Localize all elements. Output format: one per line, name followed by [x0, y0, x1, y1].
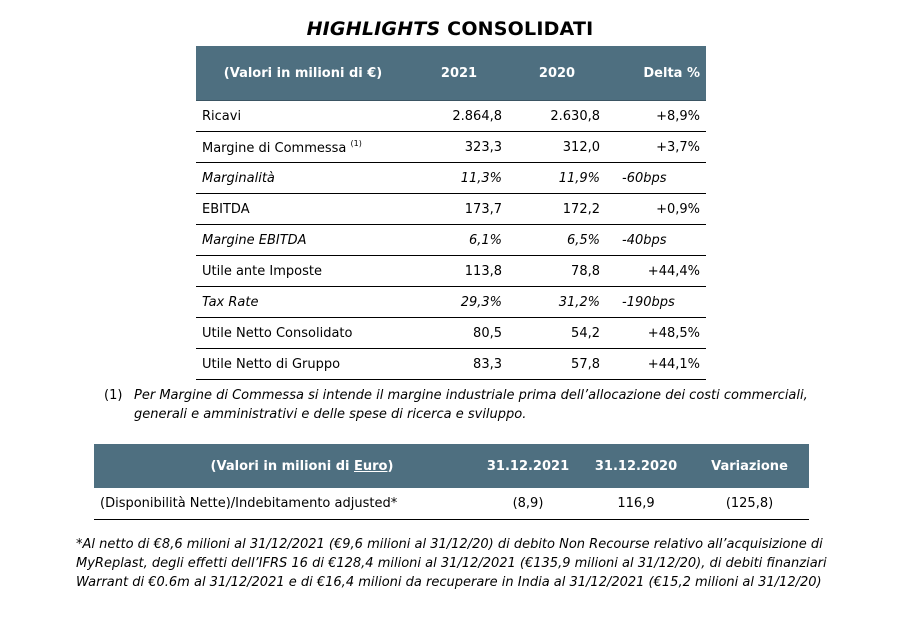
- table-row: [196, 225, 706, 256]
- table-row: [196, 318, 706, 349]
- table-row: [196, 287, 706, 318]
- value-2020: 312,0: [508, 132, 606, 163]
- table-row: [196, 194, 706, 225]
- header-2021: 2021: [410, 46, 508, 101]
- row-label: Tax Rate: [196, 287, 410, 318]
- value-2020: 57,8: [508, 349, 606, 380]
- highlights-header-row: [196, 46, 706, 101]
- value-2021: 173,7: [410, 194, 508, 225]
- footnote-1: [104, 386, 844, 424]
- value-2021: 6,1%: [410, 225, 508, 256]
- header-values-unit: (Valori in milioni di Euro): [94, 444, 474, 488]
- table-row: [196, 349, 706, 380]
- header-delta: Delta %: [606, 46, 706, 101]
- table-row: [196, 256, 706, 287]
- net-debt-header-row: [94, 444, 809, 488]
- value-2021: 323,3: [410, 132, 508, 163]
- header-variazione: Variazione: [690, 444, 809, 488]
- page-title: [0, 18, 900, 40]
- value-2021: 113,8: [410, 256, 508, 287]
- value-delta: -60bps: [606, 163, 706, 194]
- title-rest: CONSOLIDATI: [440, 18, 594, 40]
- value-2021: (8,9): [474, 488, 582, 520]
- table-row: [196, 101, 706, 132]
- title-italic-part: HIGHLIGHTS: [306, 18, 441, 40]
- header-2020: 2020: [508, 46, 606, 101]
- value-2021: 83,3: [410, 349, 508, 380]
- row-label: Margine EBITDA: [196, 225, 410, 256]
- value-delta: +8,9%: [606, 101, 706, 132]
- value-delta: +0,9%: [606, 194, 706, 225]
- value-2020: 54,2: [508, 318, 606, 349]
- table-row: [94, 488, 809, 520]
- value-delta: -190bps: [606, 287, 706, 318]
- footnote-text: Per Margine di Commessa si intende il margine industriale prima dell’allocazione dei costi commerciali, generali e amministrativi e delle spese di ricerca e sviluppo.: [134, 388, 808, 422]
- header-31-12-2021: 31.12.2021: [474, 444, 582, 488]
- footnote-asterisk: *Al netto di €8,6 milioni al 31/12/2021 (€9,6 milioni al 31/12/20) di debito Non Recourse relativo all’acquisizione di MyReplast, degli effetti dell’IFRS 16 di €128,4 milioni al 31/12/2021 (€135,9 milioni al 31/12/20), di debiti finanziari Warrant di €0.6m al 31/12/2021 e di €16,4 milioni da recuperare in India al 31/12/2021 (€15,2 milioni al 31/12/20): [76, 537, 827, 590]
- value-2021: 11,3%: [410, 163, 508, 194]
- footnote-marker: (1): [350, 138, 362, 148]
- value-2020: 2.630,8: [508, 101, 606, 132]
- value-delta: +3,7%: [606, 132, 706, 163]
- value-2020: 31,2%: [508, 287, 606, 318]
- value-2021: 29,3%: [410, 287, 508, 318]
- value-2020: 6,5%: [508, 225, 606, 256]
- value-2021: 2.864,8: [410, 101, 508, 132]
- header-values-unit: (Valori in milioni di €): [196, 46, 410, 101]
- row-label: Marginalità: [196, 163, 410, 194]
- table-row: [196, 132, 706, 163]
- value-2020: 116,9: [582, 488, 690, 520]
- value-variazione: (125,8): [690, 488, 809, 520]
- value-2020: 172,2: [508, 194, 606, 225]
- value-2020: 11,9%: [508, 163, 606, 194]
- row-label: Utile ante Imposte: [196, 256, 410, 287]
- row-label: (Disponibilità Nette)/Indebitamento adjusted*: [94, 488, 474, 520]
- row-label: Utile Netto di Gruppo: [196, 349, 410, 380]
- value-2020: 78,8: [508, 256, 606, 287]
- value-delta: +48,5%: [606, 318, 706, 349]
- row-label: Margine di Commessa $^{(1)}$: [196, 132, 410, 163]
- row-label: EBITDA: [196, 194, 410, 225]
- table-row: [196, 163, 706, 194]
- row-label: Utile Netto Consolidato: [196, 318, 410, 349]
- value-delta: +44,1%: [606, 349, 706, 380]
- highlights-table: [196, 46, 706, 380]
- footnote-number: (1): [104, 388, 123, 403]
- header-31-12-2020: 31.12.2020: [582, 444, 690, 488]
- value-delta: +44,4%: [606, 256, 706, 287]
- net-debt-table: [94, 444, 809, 520]
- value-delta: -40bps: [606, 225, 706, 256]
- row-label: Ricavi: [196, 101, 410, 132]
- euro-link[interactable]: Euro: [354, 458, 388, 474]
- value-2021: 80,5: [410, 318, 508, 349]
